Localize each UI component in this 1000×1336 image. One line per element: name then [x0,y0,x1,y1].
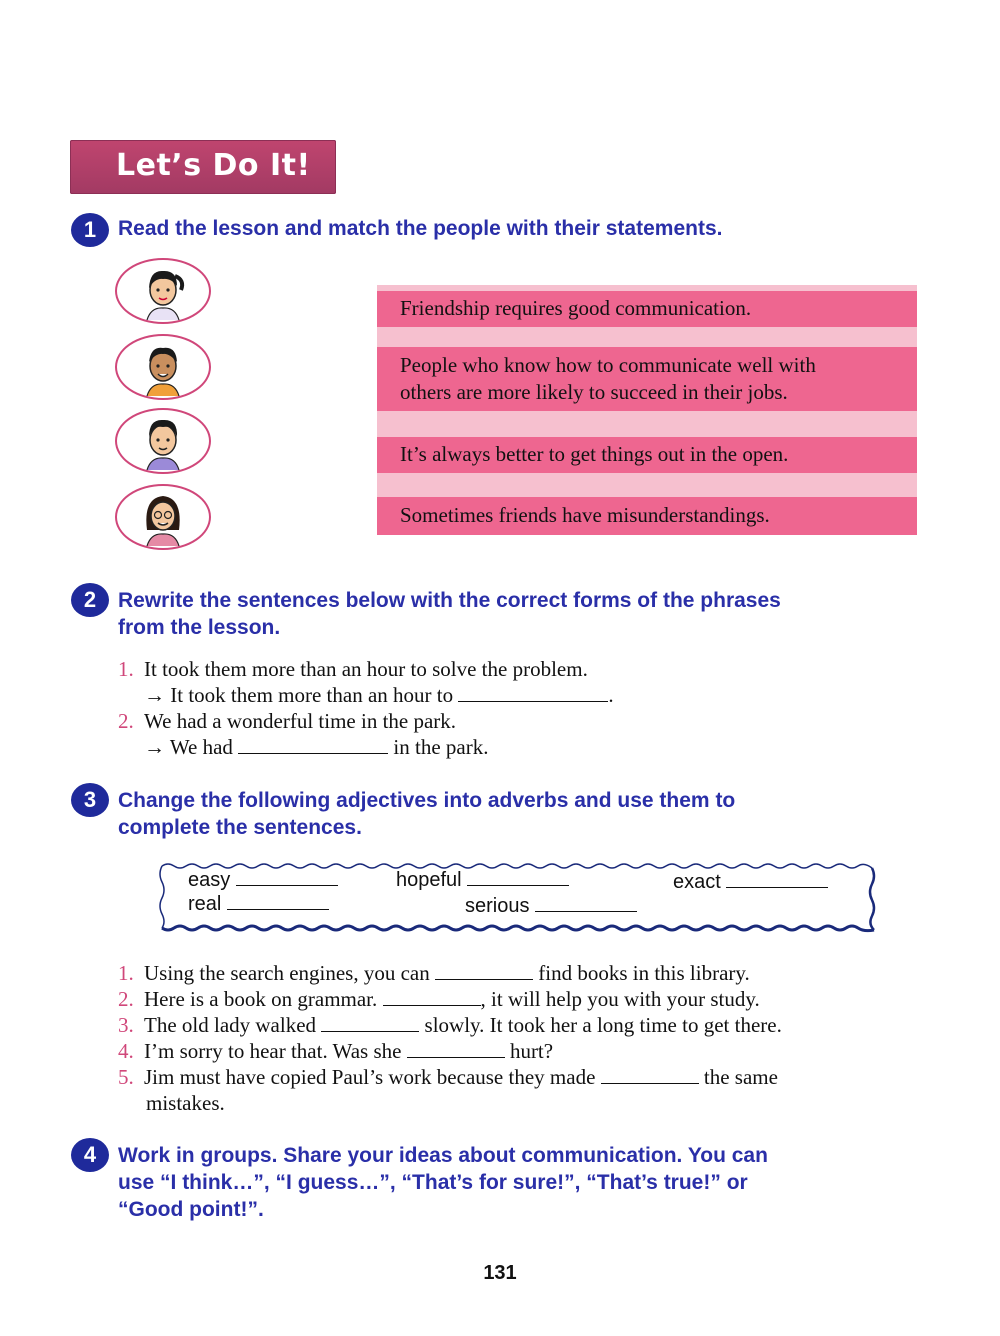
item-text-after: hurt? [509,1039,554,1063]
boy-face-icon-2 [115,408,211,474]
section-4-instruction-line-3: “Good point!”. [118,1198,264,1221]
item-text-before: The old lady walked [144,1013,317,1037]
section-2-number-badge: 2 [71,583,109,617]
section-3-number-badge: 3 [71,783,109,817]
word-real [188,893,329,916]
section-3-instruction-line-2: complete the sentences. [118,816,362,839]
section-3-instruction-line-1: Change the following adjectives into adverbs and use them to [118,789,736,812]
item-text-after: , it will help you with your study. [480,987,760,1011]
rewrite-answer-2 [144,734,488,760]
rewrite-answer-1 [144,682,614,708]
rewrite-prefix: → We had [144,735,233,759]
section-3-instruction [118,787,735,841]
section-2-instruction-line-1: Rewrite the sentences below with the correct forms of the phrases [118,589,781,612]
statement-2-line-1: People who know how to communicate well with [400,353,816,377]
statements-panel [377,285,917,535]
word-serious [465,895,637,918]
sentence-item-4 [118,1038,553,1064]
item-number: 1. [118,961,134,985]
section-2-instruction-line-2: from the lesson. [118,616,281,639]
item-text: It took them more than an hour to solve the problem. [144,657,588,681]
rewrite-prefix: → It took them more than an hour to [144,683,454,707]
section-banner [70,140,336,194]
word-label: serious [465,895,530,917]
word-label: easy [188,869,231,891]
item-number: 3. [118,1013,134,1037]
word-hopeful [396,869,569,892]
item-number: 1. [118,657,134,681]
word-blank[interactable] [236,871,338,886]
statement-1-line-1: Friendship requires good communication. [400,296,752,320]
answer-blank[interactable] [407,1039,505,1058]
item-text-after: the same [703,1065,778,1089]
item-text: We had a wonderful time in the park. [144,709,457,733]
boy-face-icon [115,334,211,400]
item-text-before: Here is a book on grammar. [144,987,378,1011]
rewrite-suffix: . [608,683,614,707]
statement-3-line-1: It’s always better to get things out in the open. [400,442,789,466]
item-text-before: Jim must have copied Paul’s work because they made [144,1065,596,1089]
word-easy [188,869,338,892]
item-text-after: slowly. It took her a long time to get there. [424,1013,782,1037]
word-label: hopeful [396,869,462,891]
section-2-instruction [118,587,781,641]
item-number: 5. [118,1065,134,1089]
word-label: real [188,893,222,915]
statement-4-line-1: Sometimes friends have misunderstandings. [400,503,770,527]
sentence-item-1 [118,960,750,986]
section-1-instruction: Read the lesson and match the people with their statements. [118,217,723,240]
page-number: 131 [483,1262,517,1284]
word-blank[interactable] [726,873,828,888]
answer-blank[interactable] [435,961,533,980]
word-blank[interactable] [227,895,329,910]
item-text-before: I’m sorry to hear that. Was she [144,1039,402,1063]
banner-title: Let’s Do It! [116,148,311,183]
section-4-number-badge: 4 [71,1138,109,1172]
answer-blank[interactable] [601,1065,699,1084]
item-text-after: find books in this library. [538,961,750,985]
section-4-instruction-line-1: Work in groups. Share your ideas about communication. You can [118,1144,768,1167]
sentence-item-5 [118,1064,778,1090]
answer-blank[interactable] [458,683,608,702]
statement-1 [377,291,917,327]
word-blank[interactable] [535,897,637,912]
statement-4 [377,497,917,535]
item-text-before: Using the search engines, you can [144,961,430,985]
item-number: 2. [118,987,134,1011]
sentence-item-2 [118,986,760,1012]
item-number: 4. [118,1039,134,1063]
answer-blank[interactable] [383,987,481,1006]
section-4-instruction-line-2: use “I think…”, “I guess…”, “That’s for sure!”, “That’s true!” or [118,1171,748,1194]
sentence-item-3 [118,1012,782,1038]
statement-2 [377,347,917,411]
woman-face-icon [115,484,211,550]
word-label: exact [673,871,721,893]
rewrite-suffix: in the park. [393,735,489,759]
girl-face-icon [115,258,211,324]
statement-3 [377,437,917,473]
section-4-instruction [118,1142,768,1223]
word-blank[interactable] [467,871,569,886]
sentence-item-5-continuation: mistakes. [146,1091,225,1115]
rewrite-item-1 [118,656,588,682]
rewrite-item-2 [118,708,456,734]
word-exact [673,871,828,894]
word-box [158,860,878,934]
item-number: 2. [118,709,134,733]
answer-blank[interactable] [321,1013,419,1032]
section-1-number-badge: 1 [71,213,109,247]
statement-2-line-2: others are more likely to succeed in their jobs. [400,380,788,404]
answer-blank[interactable] [238,735,388,754]
